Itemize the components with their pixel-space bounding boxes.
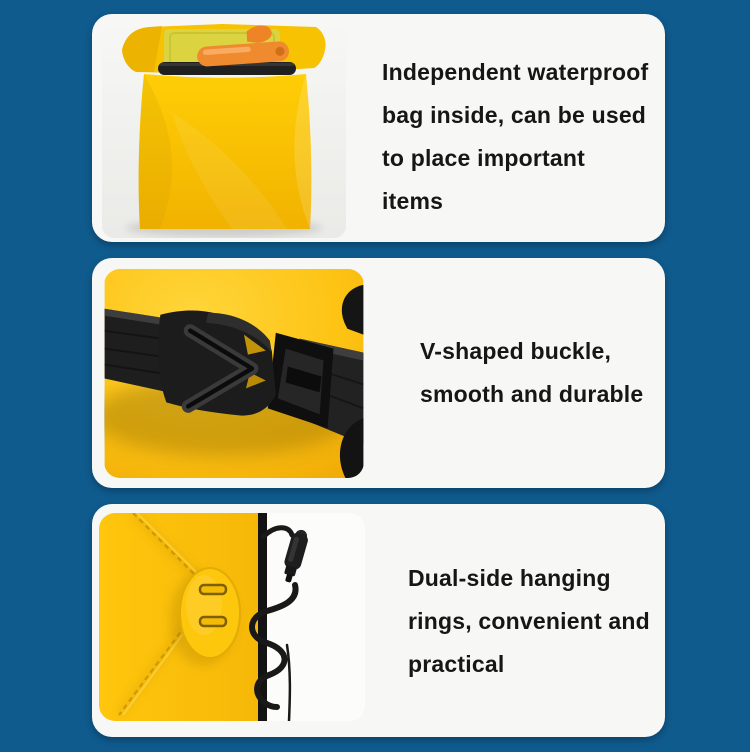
caption-buckle xyxy=(420,330,643,416)
caption-line: Dual-side hanging xyxy=(408,565,611,591)
feature-card-hanging-rings xyxy=(92,504,665,737)
caption-waterproof-bag xyxy=(382,51,648,223)
waterproof-pouch-photo xyxy=(102,22,346,238)
hanging-rings-illustration xyxy=(99,513,365,721)
waterproof-pouch-illustration xyxy=(102,22,346,238)
pouch-body xyxy=(139,74,312,229)
caption-line: to place important xyxy=(382,145,585,171)
buckle-illustration xyxy=(104,269,364,478)
caption-line: practical xyxy=(408,651,505,677)
caption-line: V-shaped buckle, xyxy=(420,338,612,364)
caption-line: rings, convenient and xyxy=(408,608,650,634)
caption-line: bag inside, can be used xyxy=(382,102,647,128)
feature-card-buckle xyxy=(92,258,665,488)
caption-line: Independent waterproof xyxy=(382,59,649,85)
hanging-rings-photo xyxy=(99,513,365,721)
caption-line: items xyxy=(382,188,444,214)
caption-hanging-rings xyxy=(408,557,650,686)
buckle-photo xyxy=(104,269,364,478)
caption-line: smooth and durable xyxy=(420,381,644,407)
feature-card-waterproof-bag xyxy=(92,14,665,242)
